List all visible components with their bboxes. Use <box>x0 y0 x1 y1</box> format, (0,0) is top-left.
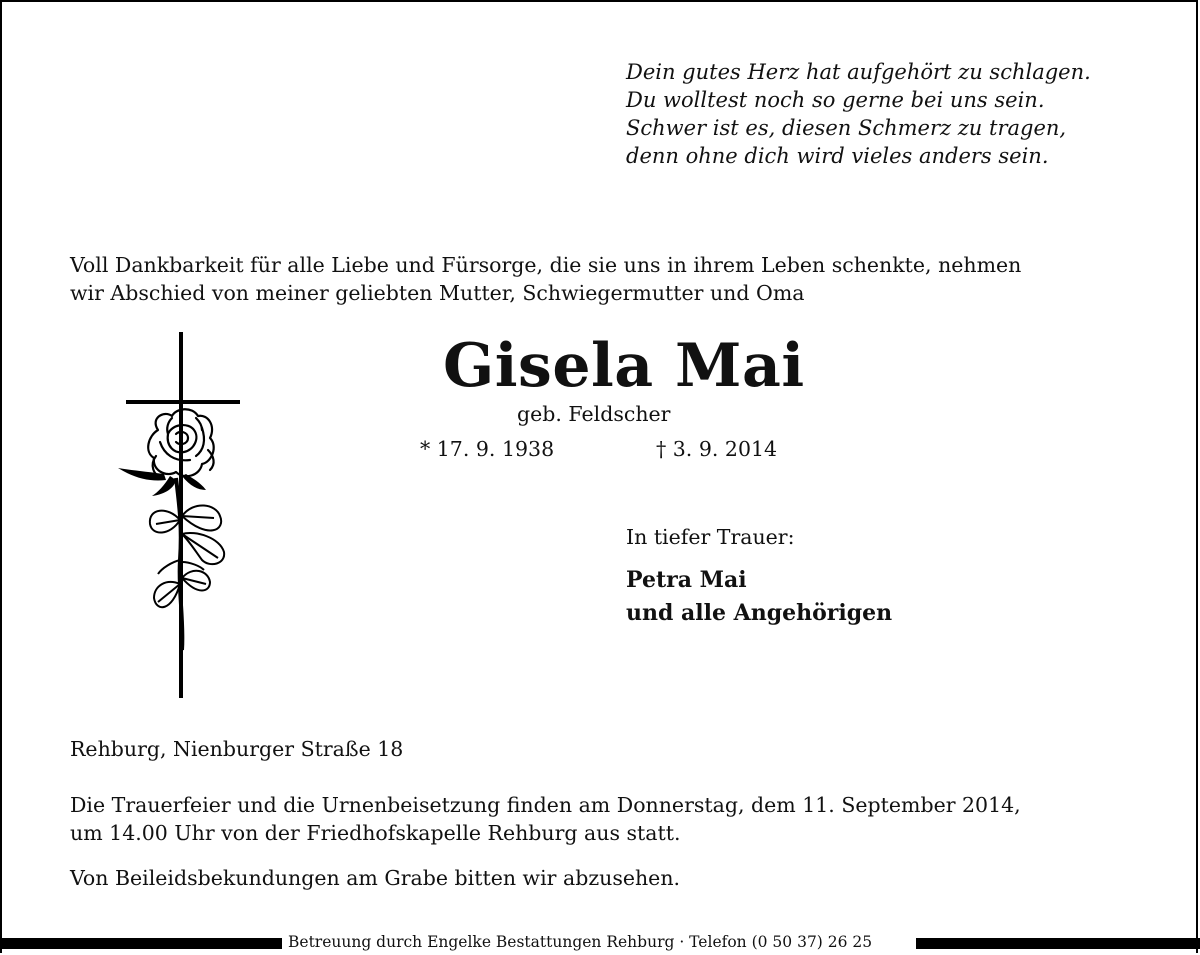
ceremony-line: Die Trauerfeier und die Urnenbeisetzung finden am Donnerstag, dem 11. September 2014, <box>70 793 1021 817</box>
mourner-name: und alle Angehörigen <box>626 600 893 626</box>
intro-line: Voll Dankbarkeit für alle Liebe und Fürsorge, die sie uns in ihrem Leben schenkte, nehmen <box>70 253 1022 277</box>
ceremony-info <box>70 791 1021 847</box>
intro-text <box>70 251 1021 307</box>
footer-rule-right <box>916 938 1200 949</box>
ceremony-line: um 14.00 Uhr von der Friedhofskapelle Rehburg aus statt. <box>70 821 681 845</box>
footer-credit: Betreuung durch Engelke Bestattungen Rehburg · Telefon (0 50 37) 26 25 <box>288 933 873 951</box>
mourning-label: In tiefer Trauer: <box>626 525 795 549</box>
cross-with-rose-icon <box>110 330 250 706</box>
intro-line: wir Abschied von meiner geliebten Mutter, Schwiegermutter und Oma <box>70 281 805 305</box>
poem <box>626 58 1091 170</box>
poem-line: denn ohne dich wird vieles anders sein. <box>626 144 1049 168</box>
deceased-name: Gisela Mai <box>443 331 805 401</box>
mourners-list <box>626 564 892 630</box>
mourner-name: Petra Mai <box>626 567 747 593</box>
poem-line: Du wolltest noch so gerne bei uns sein. <box>626 88 1045 112</box>
death-date: † 3. 9. 2014 <box>656 437 778 461</box>
address: Rehburg, Nienburger Straße 18 <box>70 737 404 761</box>
condolence-note: Von Beileidsbekundungen am Grabe bitten wir abzusehen. <box>70 866 681 890</box>
footer-rule-left <box>0 938 282 949</box>
birth-date: * 17. 9. 1938 <box>420 437 555 461</box>
poem-line: Schwer ist es, diesen Schmerz zu tragen, <box>626 116 1067 140</box>
poem-line: Dein gutes Herz hat aufgehört zu schlagen. <box>626 60 1091 84</box>
maiden-name: geb. Feldscher <box>517 402 671 426</box>
